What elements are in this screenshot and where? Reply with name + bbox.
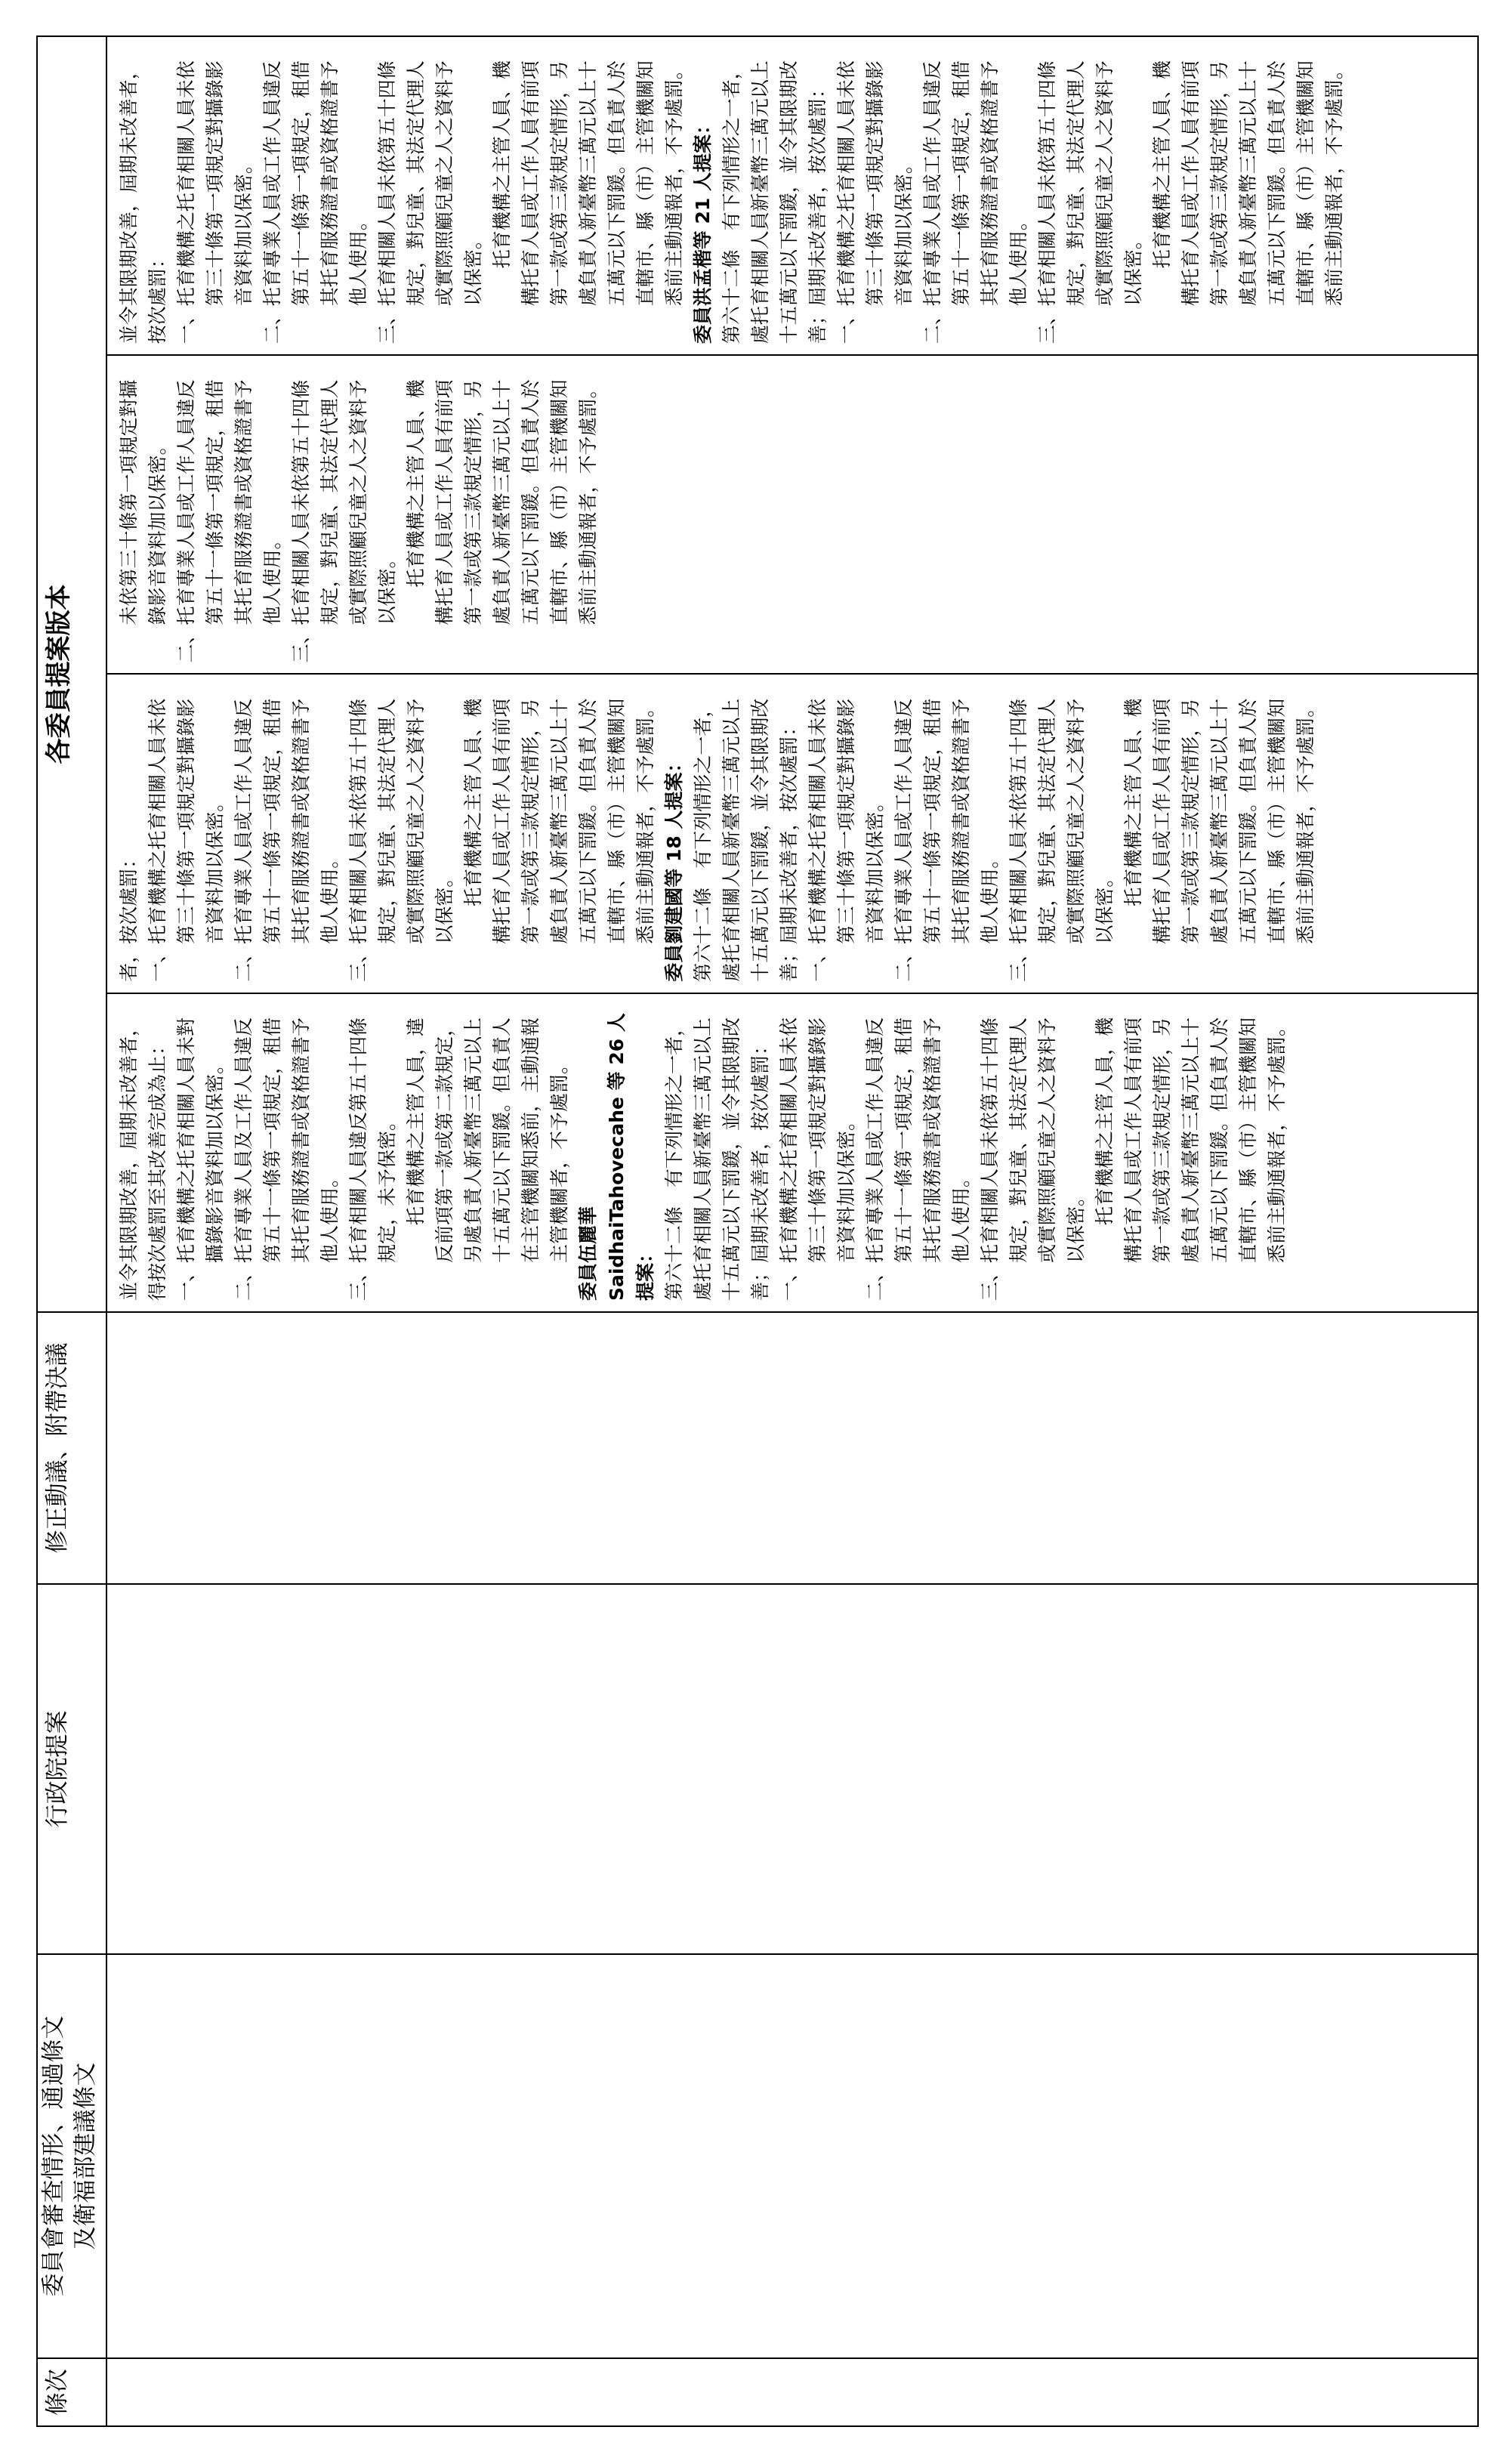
version-column xyxy=(107,994,1477,1311)
text-paragraph: 並令其限期改善，屆期未改善者，按次處罰： xyxy=(118,60,168,344)
text-paragraph: 第六十二條 有下列情形之一者，處托育相關人員新臺幣三萬元以上十五萬元以下罰鍰，並令其限期改善；屆期未改善者，按次處罰： xyxy=(663,1017,771,1301)
text-paragraph: 三、托育相關人員未依第五十四條規定，對兒童、其法定代理人或實際照顧兒童之人之資料予以保密。 xyxy=(376,60,484,344)
text-paragraph: 托育機構之主管人員，違反前項第一款或第二款規定，另處負責人新臺幣三萬元以上十五萬元以下罰鍰。但負責人在主管機關知悉前，主動通報主管機關者，不予處罰。 xyxy=(405,1017,570,1263)
text-paragraph: 一、托育機構之托育相關人員未依第三十條第一項規定對攝錄影音資料加以保密。 xyxy=(175,60,255,344)
text-paragraph: 二、托育專業人員或工作人員違反第五十一條第一項規定，租借其托育服務證書或資格證書予他人使用。 xyxy=(233,698,341,982)
text-paragraph: 三、托育相關人員未依第五十四條規定，對兒童、其法定代理人或實際照顧兒童之人之資料予以保密。 xyxy=(347,698,455,982)
article-cell xyxy=(106,2358,1478,2426)
text-paragraph: 三、托育相關人員未依第五十四條規定，對兒童、其法定代理人或實際照顧兒童之人之資料予以保密。 xyxy=(290,379,398,663)
text-paragraph: 第六十二條 有下列情形之一者，處托育相關人員新臺幣三萬元以上十五萬元以下罰鍰，並令其限期改善；屆期未改善者，按次處罰： xyxy=(692,698,800,982)
proposer-heading: 委員伍麗華 SaidhaiTahovecahe 等 26 人提案： xyxy=(577,1013,656,1301)
text-paragraph: 並令其限期改善，屆期未改善者，得按次處罰至其改善完成為止： xyxy=(118,1017,168,1301)
committee-review-cell xyxy=(106,1954,1478,2358)
version-column xyxy=(107,675,1477,994)
header-committee-review-line2: 及衛福部建議條文 xyxy=(72,2062,99,2250)
text-paragraph: 第六十二條 有下列情形之一者，處托育相關人員新臺幣三萬元以上十五萬元以下罰鍰，並令其限期改善；屆期未改善者，按次處罰： xyxy=(721,60,829,344)
text-paragraph: 一、托育機構之托育相關人員未依第三十條第一項規定對攝錄影音資料加以保密。 xyxy=(778,1017,857,1301)
header-committee-versions: 各委員提案版本 xyxy=(37,36,106,1312)
proposer-heading: 委員洪孟楷等 21 人提案： xyxy=(692,116,714,344)
committee-versions-columns xyxy=(107,37,1477,1311)
text-paragraph: 二、托育專業人員或工作人員違反第五十一條第一項規定，租借其托育服務證書或資格證書予他人使用。 xyxy=(261,60,369,344)
header-executive-proposal: 行政院提案 xyxy=(37,1584,106,1954)
text-paragraph: 托育機構之主管人員、機構托育人員或工作人員有前項第一款或第三款規定情形，另處負責人新臺幣三萬元以上十五萬元以下罰鍰。但負責人於直轄市、縣（市）主管機關知悉前主動通報者，不予處罰。 xyxy=(491,60,685,307)
comparison-table xyxy=(36,36,1479,2427)
text-paragraph: 三、托育相關人員違反第五十四條規定，未予保密。 xyxy=(347,1017,398,1301)
text-paragraph: 托育機構之主管人員，機構托育人員或工作人員有前項第一款或第三款規定情形，另處負責人新臺幣三萬元以上十五萬元以下罰鍰。但負責人於直轄市、縣（市）主管機關知悉前主動通報者，不予處罰。 xyxy=(1094,1017,1288,1263)
header-amendment: 修正動議、附帶決議 xyxy=(37,1312,106,1584)
text-paragraph: 托育機構之主管人員、機構托育人員或工作人員有前項第一款或第三款規定情形，另處負責人新臺幣三萬元以上十五萬元以下罰鍰。但負責人於直轄市、縣（市）主管機關知悉前主動通報者，不予處罰。 xyxy=(405,379,599,625)
header-row xyxy=(37,36,106,2426)
text-paragraph: 二、托育專業人員或工作人員違反第五十一條第一項規定，租借其托育服務證書或資格證書予他人使用。 xyxy=(175,379,283,663)
text-paragraph: 二、托育專業人員或工作人員違反第五十一條第一項規定，租借其托育服務證書或資格證書予他人使用。 xyxy=(921,60,1029,344)
text-paragraph: 二、托育專業人員及工作人員違反第五十一條第一項規定，租借其托育服務證書或資格證書予他人使用。 xyxy=(233,1017,341,1301)
text-paragraph: 二、托育專業人員或工作人員違反第五十一條第一項規定，租借其托育服務證書或資格證書予他人使用。 xyxy=(864,1017,972,1301)
header-committee-review xyxy=(37,1954,106,2358)
version-column xyxy=(107,356,1477,675)
body-row xyxy=(106,36,1478,2426)
version-column xyxy=(107,37,1477,356)
text-paragraph: 一、托育機構之托育相關人員未依第三十條第一項規定對攝錄影音資料加以保密。 xyxy=(835,60,915,344)
text-paragraph: 托育機構之主管人員、機構托育人員或工作人員有前項第一款或第三款規定情形，另處負責人新臺幣三萬元以上十五萬元以下罰鍰。但負責人於直轄市、縣（市）主管機關知悉前主動通報者，不予處罰。 xyxy=(1122,698,1316,944)
text-paragraph: 者，按次處罰： xyxy=(118,849,140,982)
executive-proposal-cell xyxy=(106,1584,1478,1954)
text-paragraph: 二、托育專業人員或工作人員違反第五十一條第一項規定，租借其托育服務證書或資格證書予他人使用。 xyxy=(893,698,1001,982)
text-paragraph: 一、托育機構之托育相關人員未對攝錄影音資料加以保密。 xyxy=(175,1017,226,1301)
text-paragraph: 三、托育相關人員未依第五十四條規定，對兒童、其法定代理人或實際照顧兒童之人之資料予以保密。 xyxy=(1008,698,1116,982)
header-committee-review-line1: 委員會審查情形、通過條文 xyxy=(40,2015,67,2297)
header-article: 條次 xyxy=(37,2358,106,2426)
proposer-heading: 委員劉建國等 18 人提案： xyxy=(663,753,685,982)
text-paragraph: 托育機構之主管人員、機構托育人員或工作人員有前項第一款或第三款規定情形，另處負責人新臺幣三萬元以上十五萬元以下罰鍰。但負責人於直轄市、縣（市）主管機關知悉前主動通報者，不予處罰。 xyxy=(462,698,656,944)
committee-versions-cell xyxy=(106,36,1478,1312)
text-paragraph: 三、托育相關人員未依第五十四條規定，對兒童、其法定代理人或實際照顧兒童之人之資料予以保密。 xyxy=(979,1017,1087,1301)
text-paragraph: 一、托育機構之托育相關人員未依第三十條第一項規定對攝錄影音資料加以保密。 xyxy=(807,698,886,982)
text-paragraph: 托育機構之主管人員、機構托育人員或工作人員有前項第一款或第三款規定情形，另處負責人新臺幣三萬元以上十五萬元以下罰鍰。但負責人於直轄市、縣（市）主管機關知悉前主動通報者，不予處罰。 xyxy=(1151,60,1345,307)
text-paragraph: 三、托育相關人員未依第五十四條規定，對兒童、其法定代理人或實際照顧兒童之人之資料予以保密。 xyxy=(1036,60,1144,344)
text-paragraph: 一、托育機構之托育相關人員未依第三十條第一項規定對攝錄影音資料加以保密。 xyxy=(147,698,226,982)
amendment-cell xyxy=(106,1312,1478,1584)
text-paragraph: 未依第三十條第一項規定對攝錄影音資料加以保密。 xyxy=(118,379,168,625)
